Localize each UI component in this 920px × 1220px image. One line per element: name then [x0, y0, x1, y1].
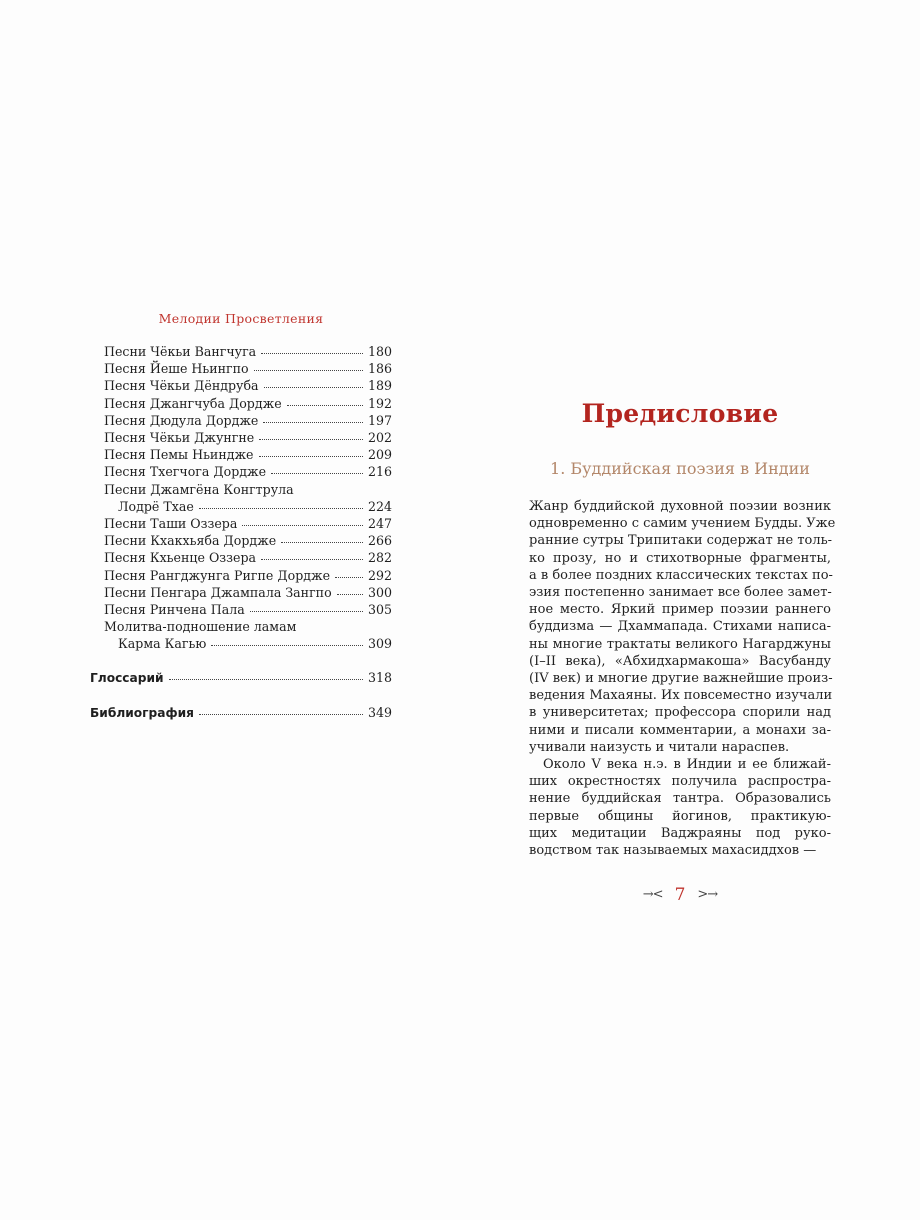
- toc-entry[interactable]: [90, 601, 392, 618]
- toc-entry-title: Песни Таши Оззера: [104, 516, 238, 532]
- toc-entry[interactable]: [90, 498, 392, 515]
- body-line: эзия постепенно занимает все более замет-: [529, 585, 832, 601]
- toc-entry-page: 266: [367, 533, 392, 549]
- toc-leader: [261, 344, 363, 354]
- toc-entry-page: 180: [367, 344, 392, 359]
- toc-leader: [259, 447, 363, 457]
- body-line: нение буддийская тантра. Образовались: [529, 791, 831, 807]
- toc-entry-title: Песня Пемы Ньиндже: [104, 447, 254, 463]
- body-line: учивали наизусть и читали нараспев.: [529, 739, 790, 755]
- toc-leader: [169, 670, 363, 680]
- toc-entry[interactable]: [90, 412, 392, 429]
- toc-leader: [211, 636, 363, 646]
- running-head: Мелодии Просветления: [158, 311, 324, 326]
- toc-bibliography-title: Библиография: [90, 705, 194, 720]
- toc-entry-title: Песня Тхегчога Дордже: [104, 464, 267, 480]
- toc-glossary-title: Глоссарий: [90, 670, 164, 685]
- body-text: [529, 498, 836, 859]
- chapter-title: Предисловие: [581, 399, 779, 428]
- toc-bibliography[interactable]: [90, 704, 392, 722]
- toc-entry[interactable]: [90, 584, 392, 601]
- toc-glossary[interactable]: [90, 669, 392, 687]
- toc-entry-title: Песня Джангчуба Дордже: [104, 395, 282, 411]
- toc-entry-title: Песня Чёкьи Дёндруба: [104, 378, 259, 394]
- body-line: Жанр буддийской духовной поэзии возник: [529, 499, 831, 514]
- toc-entry-page: 216: [367, 464, 392, 480]
- toc-entry-title: Песня Ринчена Пала: [104, 602, 245, 618]
- toc-entry[interactable]: [90, 343, 392, 360]
- toc-leader: [254, 361, 363, 371]
- body-line: одновременно с самим учением Будды. Уже: [529, 516, 836, 532]
- toc-entry-page: 247: [367, 516, 392, 532]
- toc-entry-title[interactable]: Песни Джамгёна Конгтрула: [104, 481, 294, 497]
- toc-entry-title: Песня Йеше Ньингпо: [104, 361, 249, 377]
- toc-entry[interactable]: [90, 360, 392, 377]
- body-line: буддизма — Дхаммапада. Стихами написа-: [529, 619, 831, 635]
- body-line: Около V века н.э. в Индии и ее ближай-: [543, 757, 831, 773]
- folio-ornament-left-icon: →<: [642, 887, 663, 902]
- toc-leader: [264, 378, 363, 388]
- body-line: (IV век) и многие другие важнейшие произ-: [529, 671, 833, 687]
- toc-leader: [250, 602, 363, 612]
- body-line: водством так называемых махасиддхов —: [529, 843, 817, 859]
- toc-leader: [259, 430, 363, 440]
- toc-entry-title: Песни Пенгара Джампала Зангпо: [104, 584, 332, 600]
- toc-entry-page: 292: [367, 567, 392, 583]
- toc-entry-page: 189: [367, 378, 392, 394]
- toc-entry-page: 300: [367, 584, 392, 600]
- body-line: ведения Махаяны. Их повсеместно изучали: [529, 688, 833, 704]
- toc-entry-page: 209: [367, 447, 392, 463]
- toc-entry-page: 309: [367, 636, 392, 652]
- toc-entry[interactable]: [90, 567, 392, 584]
- toc-entry[interactable]: [90, 377, 392, 394]
- toc-leader: [271, 464, 363, 474]
- toc-leader: [242, 516, 363, 526]
- toc-bibliography-page: 349: [367, 704, 392, 720]
- toc-entry[interactable]: [90, 515, 392, 532]
- body-line: (I–II века), «Абхидхармакоша» Васубанду: [529, 653, 831, 669]
- toc-leader: [281, 533, 363, 543]
- body-line: в университетах; профессора спорили над: [529, 705, 831, 721]
- toc-entry-page: 192: [367, 395, 392, 411]
- toc-leader: [335, 568, 363, 578]
- toc-leader: [199, 499, 363, 509]
- body-line: ранние сутры Трипитаки содержат не толь-: [529, 533, 833, 549]
- toc-entry[interactable]: [90, 429, 392, 446]
- page-number: 7: [674, 885, 686, 905]
- folio: [529, 885, 831, 905]
- toc-entry-title: Песня Кхьенце Оззера: [104, 550, 257, 566]
- toc-leader: [287, 396, 363, 406]
- toc-entry-title: Песня Рангджунга Ригпе Дордже: [104, 567, 331, 583]
- toc-leader: [199, 705, 363, 715]
- toc-entries: [90, 343, 392, 653]
- body-line: щих медитации Ваджраяны под руко-: [529, 825, 831, 841]
- toc-leader: [261, 550, 363, 560]
- toc-entry[interactable]: [90, 395, 392, 412]
- toc-entry-title: Песня Чёкьи Джунгне: [104, 430, 255, 446]
- toc-entry-page: 224: [367, 498, 392, 514]
- body-line: ное место. Яркий пример поэзии раннего: [529, 602, 831, 618]
- toc-entry-page: 197: [367, 412, 392, 428]
- table-of-contents: [90, 343, 392, 722]
- toc-entry[interactable]: [90, 446, 392, 463]
- toc-entry-continuation: Карма Кагью: [118, 636, 207, 652]
- toc-leader: [337, 585, 363, 595]
- toc-entry-title: Песни Чёкьи Вангчуга: [104, 344, 257, 359]
- toc-glossary-page: 318: [367, 669, 392, 685]
- toc-entry-title: Песня Дюдула Дордже: [104, 412, 259, 428]
- folio-ornament-right-icon: >→: [697, 887, 718, 902]
- toc-entry-continuation: Лодрё Тхае: [118, 498, 194, 514]
- toc-leader: [263, 413, 363, 423]
- toc-entry-title[interactable]: Молитва-подношение ламам: [104, 619, 297, 635]
- body-line: ними и писали комментарии, а монахи за-: [529, 722, 831, 738]
- body-line: а в более поздних классических текстах по-: [529, 567, 833, 583]
- toc-entry-page: 305: [367, 602, 392, 618]
- toc-entry[interactable]: [90, 463, 392, 480]
- toc-entry[interactable]: [90, 532, 392, 549]
- toc-entry[interactable]: [90, 635, 392, 652]
- toc-entry-page: 282: [367, 550, 392, 566]
- toc-entry-page: 186: [367, 361, 392, 377]
- toc-entry[interactable]: [90, 549, 392, 566]
- body-line: ко прозу, но и стихотворные фрагменты,: [529, 550, 831, 566]
- toc-entry-page: 202: [367, 430, 392, 446]
- toc-entry-title: Песни Кхакхьяба Дордже: [104, 533, 277, 549]
- section-title: 1. Буддийская поэзия в Индии: [550, 459, 810, 478]
- body-line: ны многие трактаты великого Нагарджуны: [529, 636, 831, 652]
- body-line: первые общины йогинов, практикую-: [529, 808, 831, 824]
- body-line: ших окрестностях получила распростра-: [529, 774, 831, 790]
